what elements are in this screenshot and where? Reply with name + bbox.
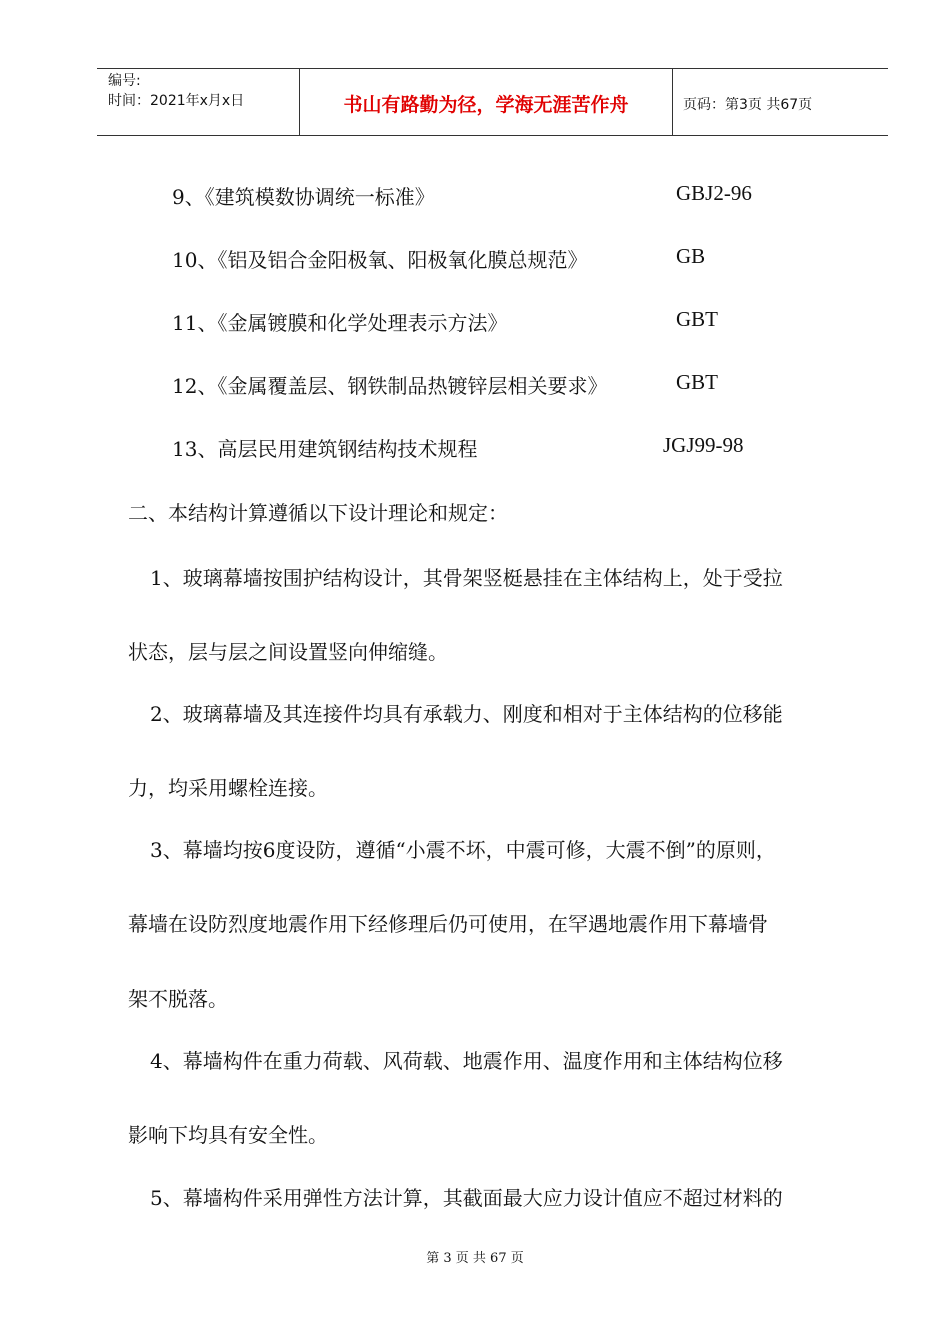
paragraph-line: 架不脱落。 (128, 987, 228, 1011)
header-divider-right (672, 69, 673, 136)
paragraph-line: 1、玻璃幕墙按围护结构设计，其骨架竖梃悬挂在主体结构上，处于受拉 (150, 566, 783, 590)
paragraph-line: 力，均采用螺栓连接。 (128, 776, 328, 800)
standard-item-11: 11、《金属镀膜和化学处理表示方法》 (172, 311, 508, 335)
paragraph-line: 5、幕墙构件采用弹性方法计算，其截面最大应力设计值应不超过材料的 (150, 1186, 783, 1210)
page-footer: 第 3 页 共 67 页 (426, 1251, 524, 1266)
standard-code-13: JGJ99-98 (663, 433, 744, 457)
paragraph-line: 幕墙在设防烈度地震作用下经修理后仍可使用，在罕遇地震作用下幕墙骨 (128, 912, 768, 936)
standard-code-10: GB (676, 244, 706, 268)
paragraph-line: 4、幕墙构件在重力荷载、风荷载、地震作用、温度作用和主体结构位移 (150, 1049, 783, 1073)
document-time-label: 时间：2021年x月x日 (108, 93, 245, 109)
header-page-label: 页码：第3页 共67页 (683, 97, 813, 113)
document-number-label: 编号: (108, 73, 141, 89)
standard-item-10: 10、《铝及铝合金阳极氧、阳极氧化膜总规范》 (172, 248, 588, 272)
paragraph-line: 3、幕墙均按6度设防，遵循“小震不坏，中震可修，大震不倒”的原则， (150, 838, 776, 862)
standard-item-12: 12、《金属覆盖层、钢铁制品热镀锌层相关要求》 (172, 374, 608, 398)
standard-code-11: GBT (676, 307, 718, 331)
section-title: 二、本结构计算遵循以下设计理论和规定： (128, 501, 508, 525)
paragraph-line: 2、玻璃幕墙及其连接件均具有承载力、刚度和相对于主体结构的位移能 (150, 702, 783, 726)
standard-item-9: 9、《建筑模数协调统一标准》 (172, 185, 435, 209)
header-top-rule (97, 68, 888, 69)
header-bottom-rule (97, 135, 888, 136)
header-motto: 书山有路勤为径，学海无涯苦作舟 (343, 94, 629, 116)
paragraph-line: 状态，层与层之间设置竖向伸缩缝。 (128, 640, 448, 664)
standard-code-12: GBT (676, 370, 718, 394)
paragraph-line: 影响下均具有安全性。 (128, 1123, 328, 1147)
standard-code-9: GBJ2-96 (676, 181, 752, 205)
standard-item-13: 13、高层民用建筑钢结构技术规程 (172, 437, 478, 461)
